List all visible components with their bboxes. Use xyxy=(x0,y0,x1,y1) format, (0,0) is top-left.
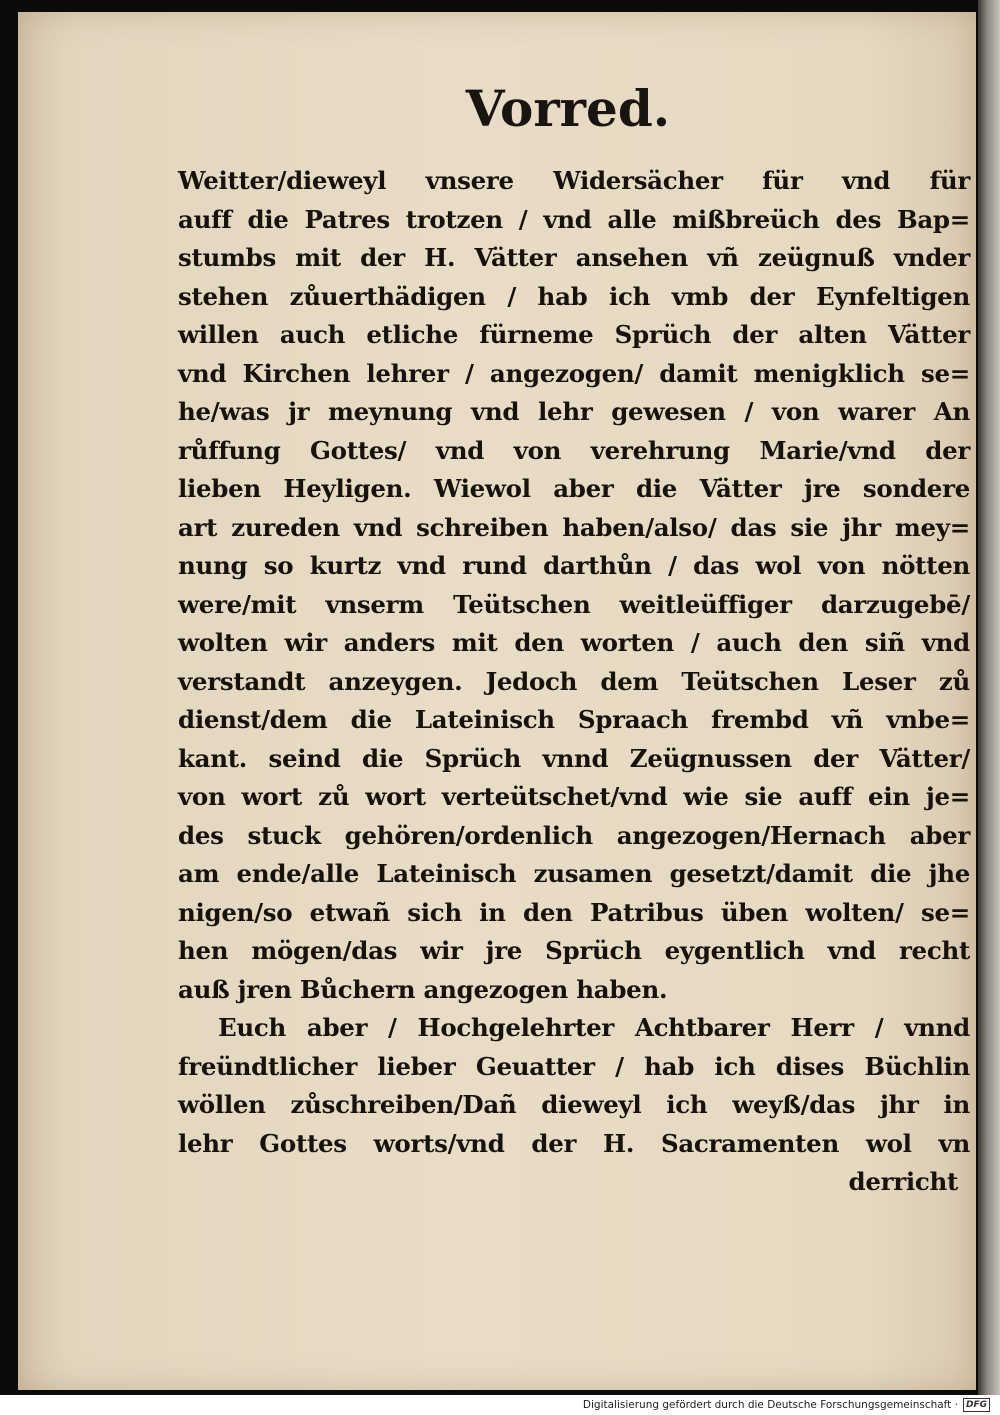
text-line: des stuck gehören/ordenlich angezogen/Hernach aber xyxy=(178,820,970,850)
scan-edge xyxy=(978,0,1000,1395)
funding-credit xyxy=(583,1398,990,1412)
text-line: von wort zů wort verteütschet/vnd wie sie auff ein je= xyxy=(178,782,970,811)
text-line: wolten wir anders mit den worten / auch den siñ vnd xyxy=(178,628,970,657)
text-line: auß jren Bůchern angezogen haben. xyxy=(178,974,668,1004)
text-line: verstandt anzeygen. Jedoch dem Teütschen Leser zů xyxy=(178,666,970,696)
text-line: vnd Kirchen lehrer / angezogen/ damit menigklich se= xyxy=(178,358,970,388)
text-line: Euch aber / Hochgelehrter Achtbarer Herr / vnnd xyxy=(218,1013,970,1042)
text-line: he/was jr meynung vnd lehr gewesen / von warer An xyxy=(178,397,970,426)
dfg-logo: DFG xyxy=(963,1398,990,1412)
text-line: wöllen zůschreiben/Dañ dieweyl ich weyß/das jhr in xyxy=(178,1090,970,1119)
text-line: willen auch etliche fürneme Sprüch der alten Vätter xyxy=(178,320,970,349)
catchword: derricht xyxy=(848,1167,958,1196)
text-line: nung so kurtz vnd rund darthůn / das wol von nötten xyxy=(178,551,970,580)
book-page xyxy=(18,12,976,1390)
text-line: lieben Heyligen. Wiewol aber die Vätter jre sondere xyxy=(178,474,970,503)
text-line: stumbs mit der H. Vätter ansehen vñ zeügnuß vnder xyxy=(178,243,970,272)
text-line: lehr Gottes worts/vnd der H. Sacramenten wol vn xyxy=(178,1128,970,1158)
text-line: art zureden vnd schreiben haben/also/ das sie jhr mey= xyxy=(178,512,970,542)
text-line: were/mit vnserm Teütschen weitleüffiger darzugebē/ xyxy=(178,589,970,619)
page-title: Vorred. xyxy=(465,79,671,138)
text-line: dienst/dem die Lateinisch Spraach frembd vñ vnbe= xyxy=(178,705,970,734)
text-line: nigen/so etwañ sich in den Patribus üben wolten/ se= xyxy=(178,897,970,927)
text-line: auff die Patres trotzen / vnd alle mißbreüch des Bap= xyxy=(178,204,970,234)
text-line: am ende/alle Lateinisch zusamen gesetzt/damit die jhe xyxy=(178,859,970,888)
text-line: hen mögen/das wir jre Sprüch eygentlich vnd recht xyxy=(178,936,970,965)
body-text xyxy=(178,162,970,1202)
text-line: růffung Gottes/ vnd von verehrung Marie/vnd der xyxy=(178,435,970,465)
text-line: freündtlicher lieber Geuatter / hab ich dises Büchlin xyxy=(178,1051,970,1081)
text-line: Weitter/dieweyl vnsere Widersächer für vnd für xyxy=(178,166,970,195)
funding-credit-text: Digitalisierung gefördert durch die Deutsche Forschungsgemeinschaft · xyxy=(582,1399,958,1411)
text-line: kant. seind die Sprüch vnnd Zeügnussen der Vätter/ xyxy=(178,743,970,773)
text-line: stehen zůuerthädigen / hab ich vmb der Eynfeltigen xyxy=(178,281,970,311)
